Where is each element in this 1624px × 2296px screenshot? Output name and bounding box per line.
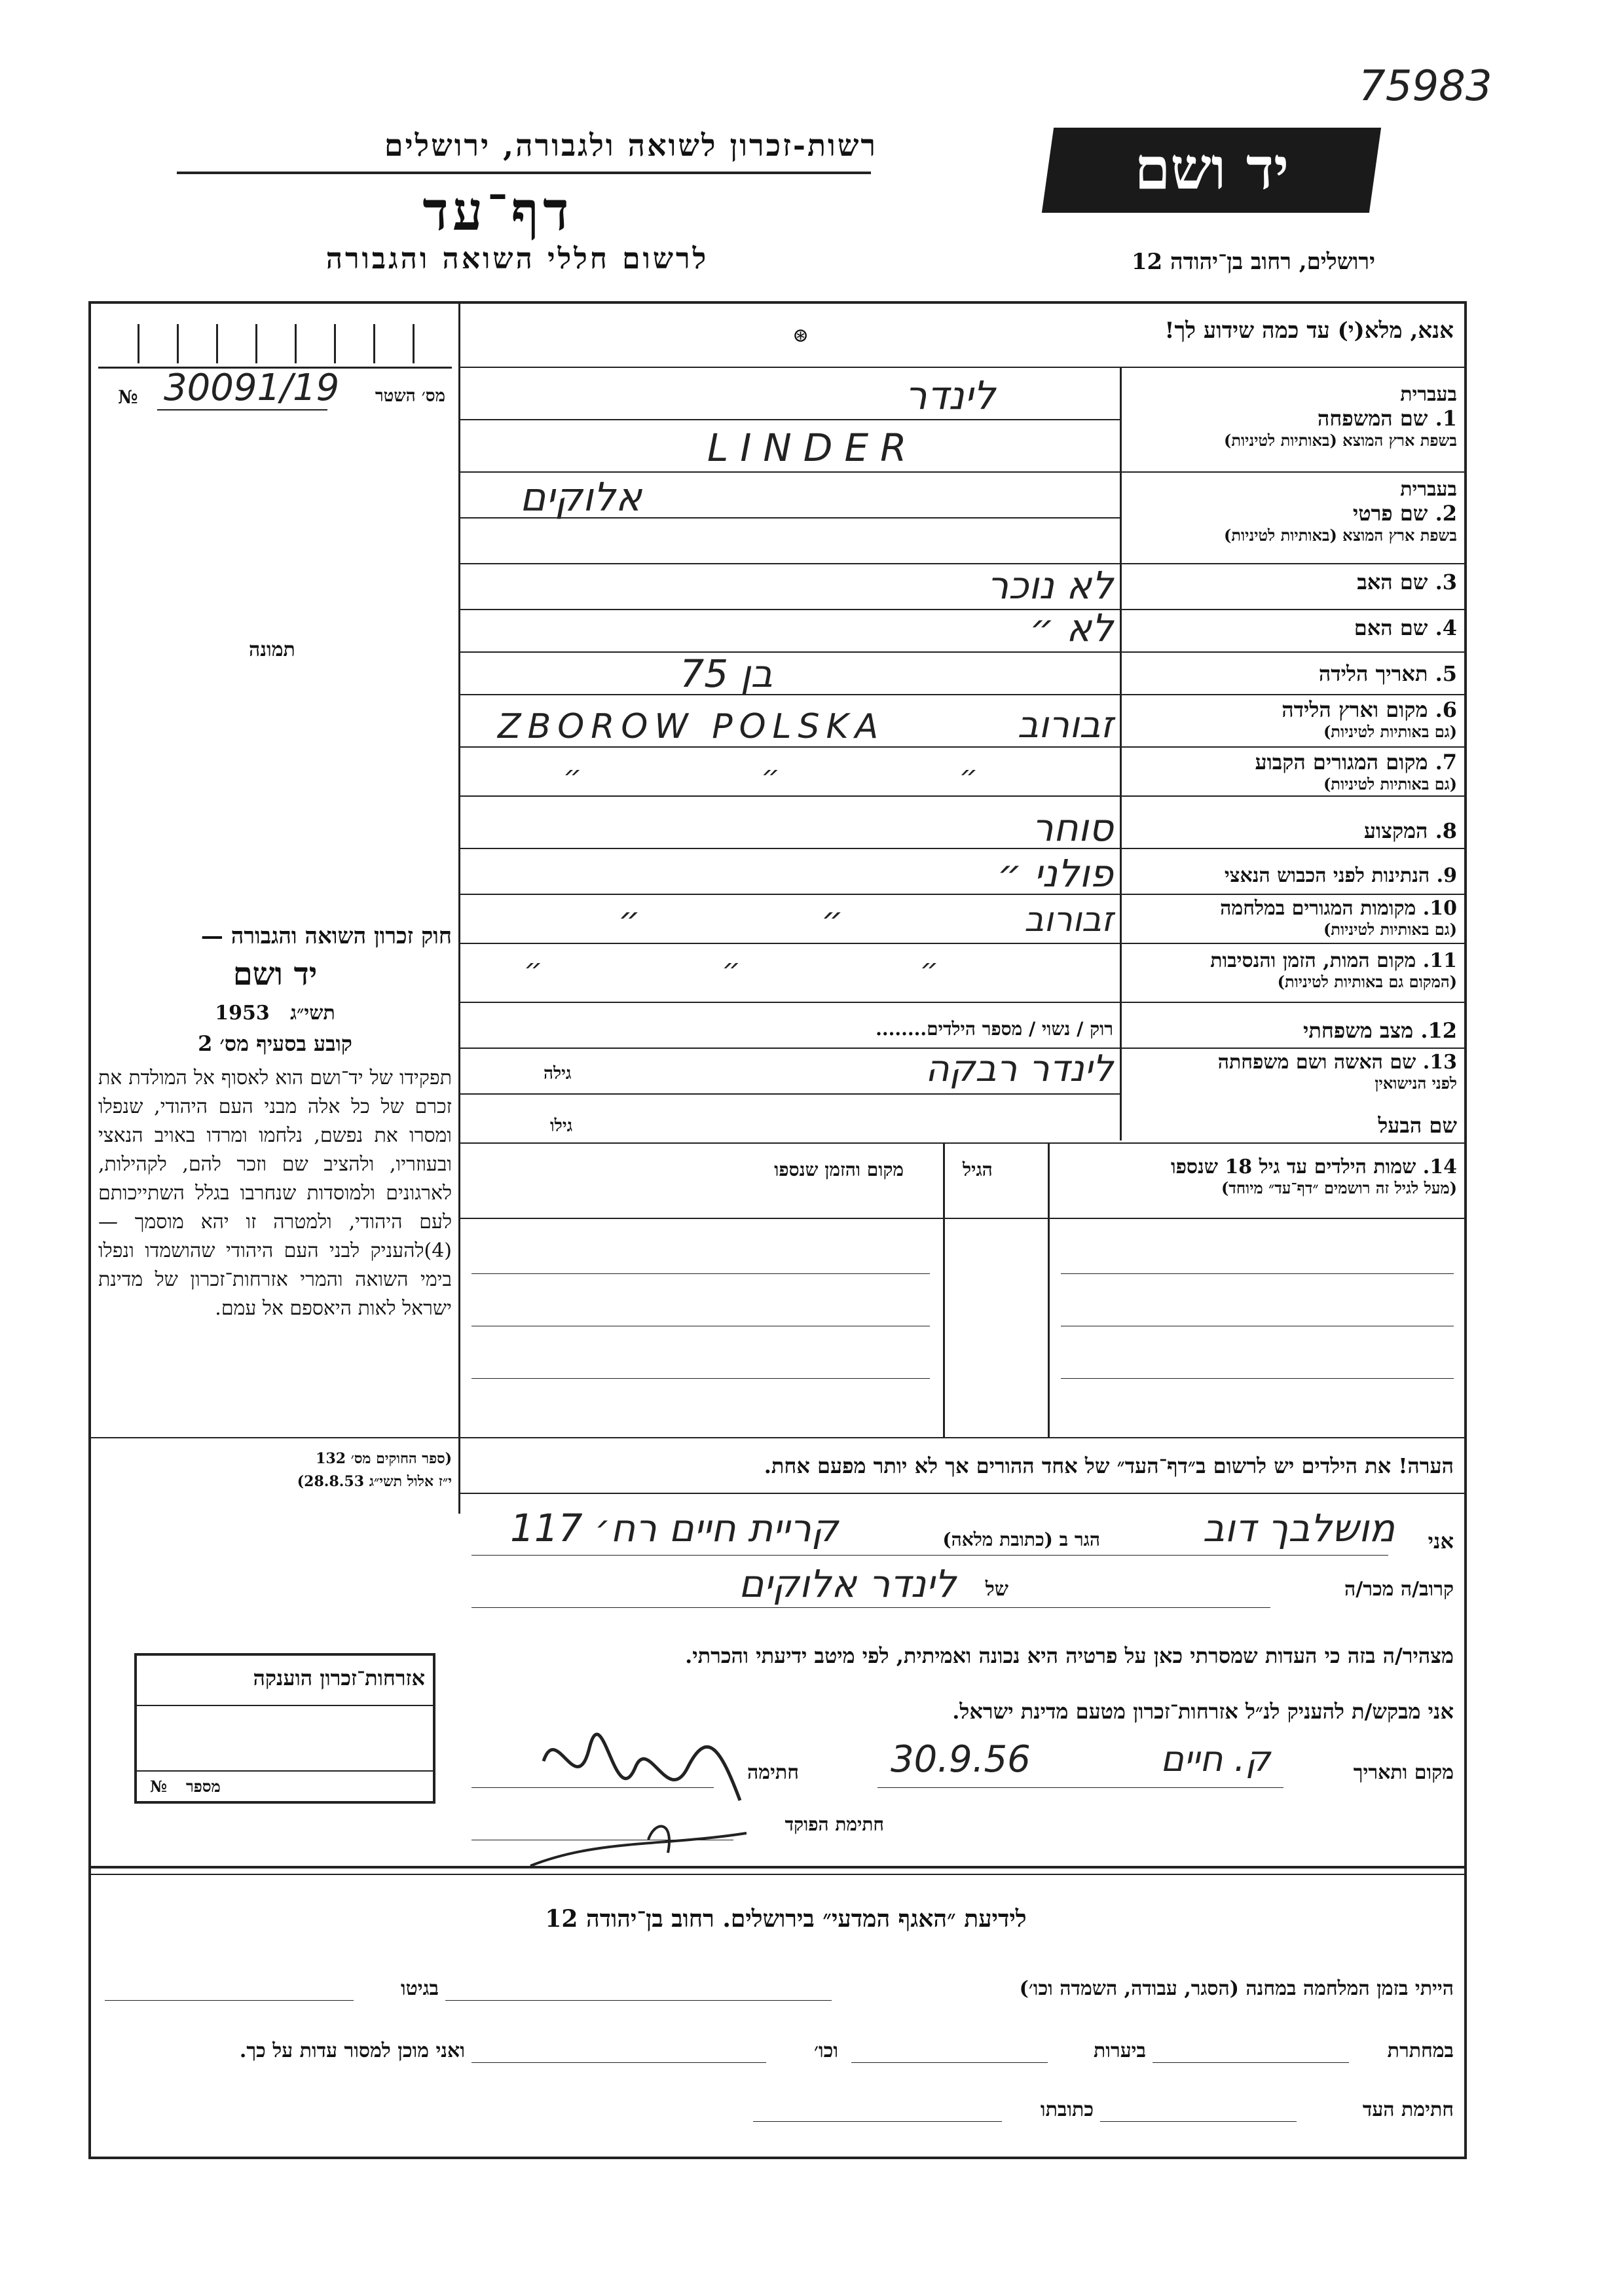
decl-resides-label: הגר ב (כתובת מלאה) bbox=[942, 1529, 1100, 1550]
decl-i-label: אני bbox=[1428, 1529, 1454, 1554]
field-birthplace-hebrew: זבורוב bbox=[1017, 704, 1113, 746]
decl-signature-label: חתימה bbox=[747, 1761, 799, 1784]
law-section: קובע בסעיף מס׳ 2 bbox=[198, 1031, 352, 1056]
field-warresidence-value: זבורוב ״ ״ bbox=[618, 900, 1113, 939]
decl-request: אני מבקש/ת להעניק לנ״ל אזרחות־זכרון מטעם מדינת ישראל. bbox=[952, 1699, 1454, 1724]
field-firstname-label: בעברית 2. שם פרטי בשפת ארץ המוצא (באותיות לטיניות) bbox=[1224, 478, 1457, 545]
info-line1: הייתי בזמן המלחמה במחנה (הסגר, עבודה, השמדה וכו׳) bbox=[1019, 1977, 1454, 2000]
photo-label: תמונה bbox=[249, 638, 295, 661]
field-warresidence-label: 10. מקומות המגורים במלחמה (גם באותיות לטיניות) bbox=[1220, 897, 1457, 939]
field-maritalstatus-label: 12. מצב משפחתי bbox=[1303, 1018, 1457, 1043]
bullet-icon: ⊛ bbox=[792, 324, 809, 347]
info-witness-signature: חתימת העד bbox=[1362, 2098, 1454, 2121]
field-surname-label: בעברית 1. שם המשפחה בשפת ארץ המוצא (באותיות לטיניות) bbox=[1224, 383, 1457, 450]
law-year bbox=[98, 1002, 452, 1025]
info-ghetto: בגיטו bbox=[400, 1977, 439, 2000]
law-text: תפקידו של יד־ושם הוא לאסוף אל המולדת את זכרם של כל אלה מבני העם היהודי, שנפלו ומסרו את נפשם, נלחמו ומרדו באויב הנאצי ובעוזריו, ולהציב שם וזכר להם, לקהילות, לארגונים ולמוסדות שנחרבו בגלל השתייכותם לעם היהודי, ולמטרה זו יהא מוסמך — (4)להעניק לבני העם היהודי שהושמדו ונפלו בימי השואה והמרי אזרחות־זכרון של מדינת ישראל לאות היאספם אל עמם. bbox=[98, 1066, 452, 1320]
citizenship-no: № bbox=[150, 1777, 168, 1796]
decl-statement: מצהיר/ה בזה כי העדות שמסרתי כאן על פרטיה היא נכונה ואמיתית, לפי מיטב ידיעתי והכרתי. bbox=[685, 1643, 1454, 1668]
law-name: יד ושם bbox=[232, 956, 318, 993]
no-sign: № bbox=[118, 386, 138, 408]
field-husband-label: שם הבעל bbox=[1378, 1113, 1457, 1138]
children-age-header: הגיל bbox=[963, 1159, 993, 1180]
field-birthplace-latin: ZBOROW POLSKA bbox=[498, 707, 885, 746]
instruction-rule bbox=[458, 367, 1467, 368]
info-underground: במחתרת bbox=[1387, 2039, 1454, 2062]
field-residence-value: ״ ״ ״ bbox=[563, 759, 978, 793]
decl-date: 30.9.56 bbox=[891, 1738, 1031, 1781]
field-residence-label: 7. מקום המגורים הקבוע (גם באותיות לטיניות) bbox=[1255, 750, 1457, 793]
authority-name: רשות-זכרון לשואה ולגבורה, ירושלים bbox=[384, 128, 877, 163]
decl-place-date-label: מקום ותאריך bbox=[1353, 1761, 1454, 1784]
law-year-num: 1953 bbox=[215, 1002, 270, 1025]
citizenship-title: אזרחות־זכרון הוענקה bbox=[253, 1666, 425, 1690]
registration-number: 30091/19 bbox=[164, 367, 340, 409]
law-ref-1: (ספר החוקים מס׳ 132 bbox=[316, 1450, 452, 1467]
decl-place: ק. חיים bbox=[1160, 1738, 1270, 1779]
field-wife-age-label: גילה bbox=[544, 1064, 572, 1084]
field-father-value: לא נוכר bbox=[987, 563, 1113, 608]
decl-relative-label: קרוב/ה מכר/ה bbox=[1344, 1578, 1454, 1601]
yad-vashem-logo bbox=[1042, 128, 1381, 213]
info-address-label: כתובתו bbox=[1040, 2098, 1094, 2121]
field-nationality-label: 9. הנתינות לפני הכבוש הנאצי bbox=[1224, 864, 1457, 887]
field-firstname-hebrew: אלוקים bbox=[519, 475, 642, 520]
institution-address: ירושלים, רחוב בן־יהודה 12 bbox=[1131, 249, 1375, 275]
field-birthdate-label: 5. תאריך הלידה bbox=[1318, 661, 1457, 686]
law-title: חוק זכרון השואה והגבורה — bbox=[200, 923, 452, 949]
field-nationality-value: פולני ״ bbox=[997, 851, 1113, 896]
info-heading: לידיעת ״האגף המדעי״ בירושלים. רחוב בן־יהודה 12 bbox=[545, 1905, 1027, 1933]
registration-label: מס׳ השטר bbox=[375, 386, 445, 406]
instruction-text: אנא, מלא(י) עד כמה שידוע לך! bbox=[1164, 318, 1454, 344]
info-willing: ואני מוכן למסור עדות על כך. bbox=[239, 2039, 465, 2062]
logo-text: יד ושם bbox=[1134, 134, 1289, 202]
field-surname-hebrew: לינדר bbox=[904, 373, 995, 419]
field-death-label: 11. מקום המות, הזמן והנסיבות (המקום גם באותיות לטיניות) bbox=[1210, 949, 1457, 991]
citizenship-number-label: מספר bbox=[186, 1777, 221, 1796]
sidebar-divider bbox=[458, 302, 460, 1514]
decl-officer-signature-label: חתימת הפוקד bbox=[784, 1813, 884, 1835]
citizenship-box bbox=[134, 1653, 435, 1804]
children-place-header: מקום והזמן שנספו bbox=[774, 1159, 904, 1180]
children-divider-age bbox=[943, 1142, 945, 1437]
decl-name: מושלבך דוב bbox=[1202, 1506, 1395, 1550]
field-mother-label: 4. שם האם bbox=[1354, 615, 1457, 640]
form-title: דף־עד bbox=[422, 180, 573, 243]
info-etc: וכו׳ bbox=[814, 2039, 838, 2062]
decl-of-label: של bbox=[985, 1578, 1008, 1601]
header-underline bbox=[177, 172, 871, 174]
field-husband-age-label: גילו bbox=[550, 1116, 573, 1136]
info-forests: ביערות bbox=[1093, 2039, 1146, 2062]
field-mother-value: לא ״ bbox=[1029, 606, 1113, 650]
field-birthplace-label: 6. מקום וארץ הלידה (גם באותיות לטיניות) bbox=[1282, 697, 1457, 741]
law-ref-2: י״ז אלול תשי״ג 28.8.53) bbox=[297, 1473, 452, 1490]
field-father-label: 3. שם האב bbox=[1357, 570, 1457, 594]
field-birthdate-value: בן 75 bbox=[680, 651, 773, 696]
field-surname-latin: LINDER bbox=[707, 426, 919, 470]
registration-rule bbox=[157, 409, 327, 410]
decl-address: קריית חיים רח׳ 117 bbox=[509, 1506, 838, 1550]
archive-number: 75983 bbox=[1359, 62, 1492, 111]
decl-relative-of: לינדר אלוקים bbox=[738, 1561, 956, 1606]
label-divider bbox=[1120, 368, 1122, 1140]
law-year-heb: תשי״ג bbox=[290, 1002, 335, 1025]
field-maritalstatus-value: רוק / נשוי / מספר הילדים........ bbox=[876, 1018, 1113, 1040]
field-occupation-label: 8. המקצוע bbox=[1363, 818, 1457, 843]
children-note: הערה! את הילדים יש לרשום ב״דף־העד״ של אחד ההורים אך לא יותר מפעם אחת. bbox=[764, 1453, 1454, 1478]
field-wife-value: לינדר רבקה bbox=[925, 1048, 1113, 1090]
field-death-value: ״ ״ ״ bbox=[524, 953, 939, 986]
children-divider-name bbox=[1048, 1142, 1050, 1437]
field-occupation-value: סוחר bbox=[1031, 805, 1113, 850]
field-wife-label: 13. שם האשה ושם משפחתה לפני הנישואין bbox=[1217, 1051, 1457, 1093]
tick-row bbox=[98, 308, 452, 369]
children-label: 14. שמות הילדים עד גיל 18 שנספו (מעל לגיל זה רושמים ״דף־עד״ מיוחד) bbox=[1170, 1156, 1457, 1197]
form-subtitle: לרשום חללי השואה והגבורה bbox=[325, 242, 709, 276]
witness-signature bbox=[517, 1709, 766, 1879]
